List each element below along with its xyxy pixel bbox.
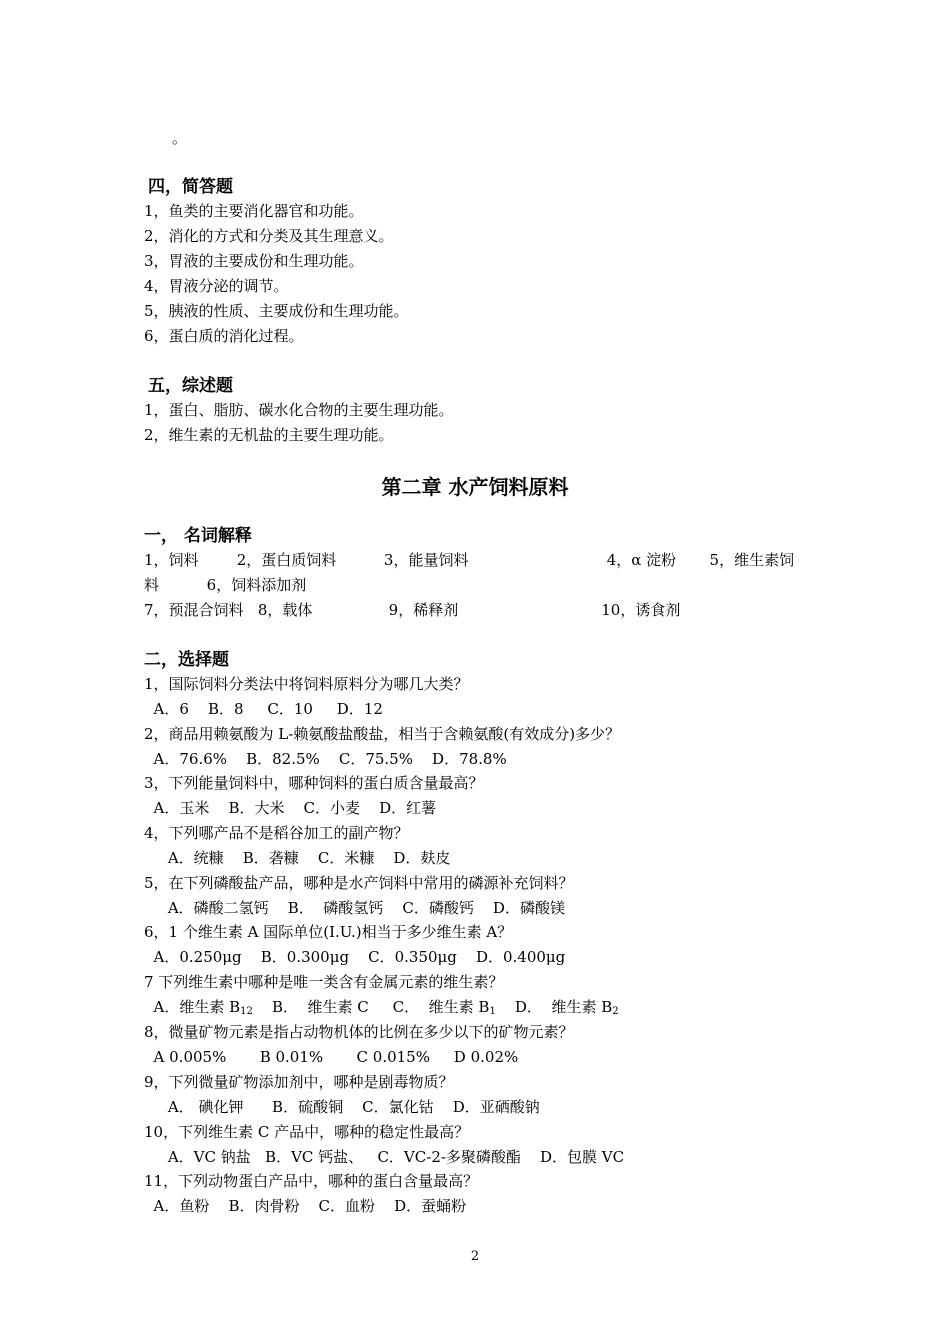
question: 6，1 个维生素 A 国际单位(I.U.)相当于多少维生素 A？ (144, 923, 513, 941)
answer-options: A．统糠 B．砻糠 C．米糠 D．麸皮 (144, 849, 451, 867)
answer-options: A 0.005% B 0.01% C 0.015% D 0.02% (144, 1048, 519, 1066)
question: 7 下列维生素中哪种是唯一类含有金属元素的维生素？ (144, 973, 504, 991)
answer-options: A．76.6% B．82.5% C．75.5% D．78.8% (144, 750, 507, 768)
list-item: 1，鱼类的主要消化器官和功能。 (144, 202, 364, 220)
list-item: 5，胰液的性质、主要成份和生理功能。 (144, 302, 409, 320)
terms-line: 1，饲料 2，蛋白质饲料 3，能量饲料 4，α 淀粉 5，维生素饲 (144, 551, 795, 569)
option-text: B． 维生素 C C． 维生素 B (252, 998, 490, 1016)
list-item: 4，胃液分泌的调节。 (144, 277, 289, 295)
list-item: 2，维生素的无机盐的主要生理功能。 (144, 426, 394, 444)
stray-mark: 。 (172, 129, 188, 147)
list-item: 2，消化的方式和分类及其生理意义。 (144, 227, 394, 245)
section-heading-choice: 二，选择题 (144, 650, 229, 670)
answer-options (144, 997, 619, 1022)
question: 10，下列维生素 C 产品中，哪种的稳定性最高？ (144, 1123, 470, 1141)
chapter-title: 第二章 水产饲料原料 (381, 475, 569, 499)
answer-options: A．0.250μg B．0.300μg C．0.350μg D．0.400μg (144, 948, 566, 966)
subscript: 1 (489, 1006, 496, 1017)
section-heading-short-answer: 四，简答题 (148, 177, 233, 197)
terms-line: 料 6，饲料添加剂 (144, 576, 307, 594)
option-text: D． 维生素 B (495, 998, 613, 1016)
list-item: 3，胃液的主要成份和生理功能。 (144, 252, 364, 270)
answer-options: A．磷酸二氢钙 B． 磷酸氢钙 C．磷酸钙 D．磷酸镁 (144, 899, 565, 917)
answer-options: A．玉米 B．大米 C．小麦 D．红薯 (144, 799, 437, 817)
page-number: 2 (470, 1249, 480, 1264)
question: 1，国际饲料分类法中将饲料原料分为哪几大类？ (144, 675, 469, 693)
question: 11，下列动物蛋白产品中，哪种的蛋白含量最高？ (144, 1172, 479, 1190)
answer-options: A．鱼粉 B．肉骨粉 C．血粉 D．蚕蛹粉 (144, 1197, 467, 1215)
question: 5，在下列磷酸盐产品，哪种是水产饲料中常用的磷源补充饲料？ (144, 874, 574, 892)
section-heading-terms: 一， 名词解释 (144, 526, 252, 546)
answer-options: A．VC 钠盐 B．VC 钙盐、 C．VC-2-多聚磷酸酯 D．包膜 VC (144, 1148, 625, 1166)
list-item: 1，蛋白、脂肪、碳水化合物的主要生理功能。 (144, 401, 454, 419)
question: 2，商品用赖氨酸为 L-赖氨酸盐酸盐，相当于含赖氨酸(有效成分)多少？ (144, 725, 621, 743)
subscript: 12 (240, 1006, 253, 1017)
answer-options: A． 碘化钾 B．硫酸铜 C．氯化钴 D．亚硒酸钠 (144, 1098, 540, 1116)
list-item: 6，蛋白质的消化过程。 (144, 327, 304, 345)
section-heading-essay: 五，综述题 (148, 376, 233, 396)
terms-line: 7，预混合饲料 8，载体 9，稀释剂 10，诱食剂 (144, 601, 681, 619)
answer-options: A．6 B．8 C．10 D．12 (144, 700, 383, 718)
subscript: 2 (612, 1006, 619, 1017)
question: 9，下列微量矿物添加剂中，哪种是剧毒物质？ (144, 1073, 454, 1091)
question: 3，下列能量饲料中，哪种饲料的蛋白质含量最高？ (144, 774, 484, 792)
question: 8，微量矿物元素是指占动物机体的比例在多少以下的矿物元素？ (144, 1023, 574, 1041)
option-text: A．维生素 B (144, 998, 241, 1016)
question: 4，下列哪产品不是稻谷加工的副产物？ (144, 824, 409, 842)
